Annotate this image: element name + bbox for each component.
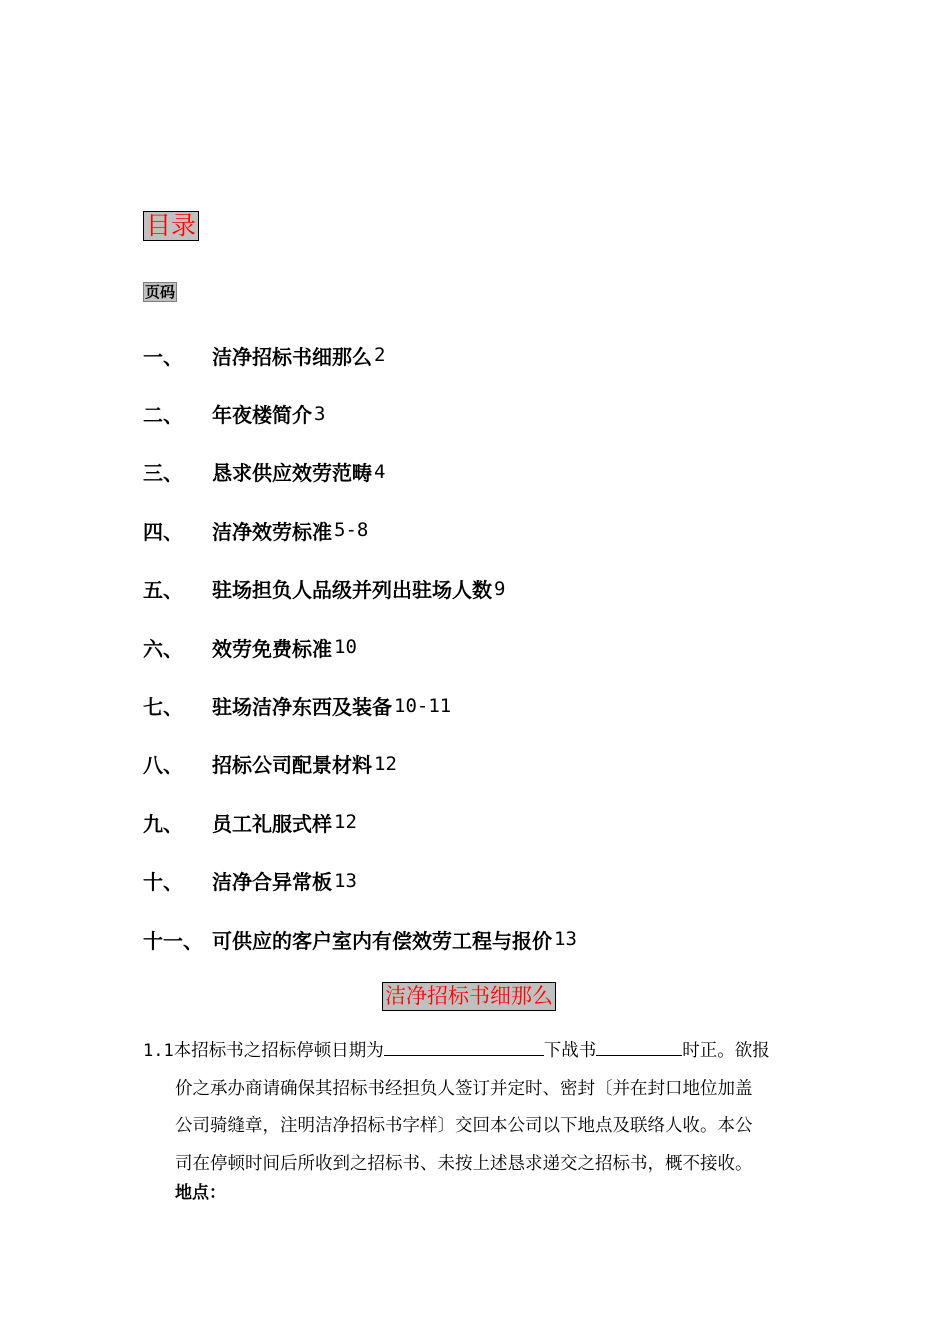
time-blank-field[interactable] (596, 1039, 682, 1056)
toc-item-page: 9 (494, 577, 506, 600)
toc-item[interactable] (143, 852, 843, 910)
toc-list (143, 326, 843, 968)
toc-item-number: 八、 (143, 753, 183, 778)
toc-item[interactable] (143, 618, 843, 676)
toc-item[interactable] (143, 326, 843, 384)
paragraph-line (143, 1033, 815, 1071)
toc-item[interactable] (143, 560, 843, 618)
date-blank-field[interactable] (384, 1039, 544, 1056)
toc-item-page: 10-11 (394, 694, 452, 717)
toc-item-page: 3 (314, 402, 326, 425)
toc-item-number: 十、 (143, 870, 183, 895)
toc-item-page: 4 (374, 460, 386, 483)
toc-item-page: 12 (374, 752, 397, 775)
toc-item-text: 洁净合异常板 (212, 870, 332, 895)
toc-item-number: 九、 (143, 811, 183, 836)
section-heading: 洁净招标书细那么 (382, 982, 556, 1011)
toc-item-page: 10 (334, 636, 357, 659)
toc-title: 目录 (143, 211, 199, 241)
toc-item[interactable] (143, 793, 843, 851)
toc-item-number: 六、 (143, 636, 183, 661)
paragraph-line: 司在停顿时间后所收到之招标书、未按上述恳求递交之招标书，概不接收。 (175, 1153, 753, 1174)
toc-item-number: 五、 (143, 578, 183, 603)
toc-item-number: 四、 (143, 519, 183, 544)
toc-item[interactable] (143, 735, 843, 793)
paragraph-line: 公司骑缝章，注明洁净招标书字样〕交回本公司以下地点及联络人收。本公 (175, 1116, 753, 1136)
toc-item-text: 可供应的客户室内有偿效劳工程与报价 (212, 928, 552, 953)
toc-item[interactable] (143, 910, 843, 968)
toc-item-number: 三、 (143, 461, 183, 486)
toc-item-text: 年夜楼简介 (212, 403, 312, 428)
paragraph-text: 下战书 (543, 1041, 597, 1061)
address-label: 地点： (175, 1183, 226, 1203)
toc-item-text: 员工礼服式样 (212, 811, 332, 836)
paragraph-line: 价之承办商请确保其招标书经担负人签订并定时、密封〔并在封口地位加盖 (175, 1078, 753, 1099)
toc-item-page: 13 (554, 928, 577, 951)
toc-item-page: 13 (334, 869, 357, 892)
toc-item-text: 洁净招标书细那么 (212, 344, 372, 369)
toc-item[interactable] (143, 501, 843, 559)
toc-item-number: 二、 (143, 403, 183, 428)
toc-item[interactable] (143, 384, 843, 442)
paragraph-text: 本招标书之招标停顿日期为 (173, 1041, 384, 1061)
page-number-label: 页码 (145, 283, 176, 301)
toc-item-text: 恳求供应效劳范畴 (212, 461, 372, 486)
toc-item-number: 十一、 (143, 928, 203, 953)
toc-item[interactable] (143, 676, 843, 734)
toc-item-text: 效劳免费标准 (212, 636, 332, 661)
toc-item-number: 七、 (143, 695, 183, 720)
toc-item-text: 驻场担负人品级并列出驻场人数 (212, 578, 492, 603)
toc-item-text: 驻场洁净东西及装备 (212, 695, 392, 720)
toc-item-page: 5-8 (334, 519, 369, 542)
clause-paragraph (143, 1033, 815, 1183)
toc-item-text: 洁净效劳标准 (212, 519, 332, 544)
toc-item-number: 一、 (143, 344, 183, 369)
clause-number: 1.1 (143, 1041, 174, 1061)
paragraph-text: 时正。欲报 (682, 1041, 770, 1061)
toc-item-page: 2 (374, 344, 386, 367)
toc-item-page: 12 (334, 811, 357, 834)
toc-item[interactable] (143, 443, 843, 501)
toc-item-text: 招标公司配景材料 (212, 753, 372, 778)
